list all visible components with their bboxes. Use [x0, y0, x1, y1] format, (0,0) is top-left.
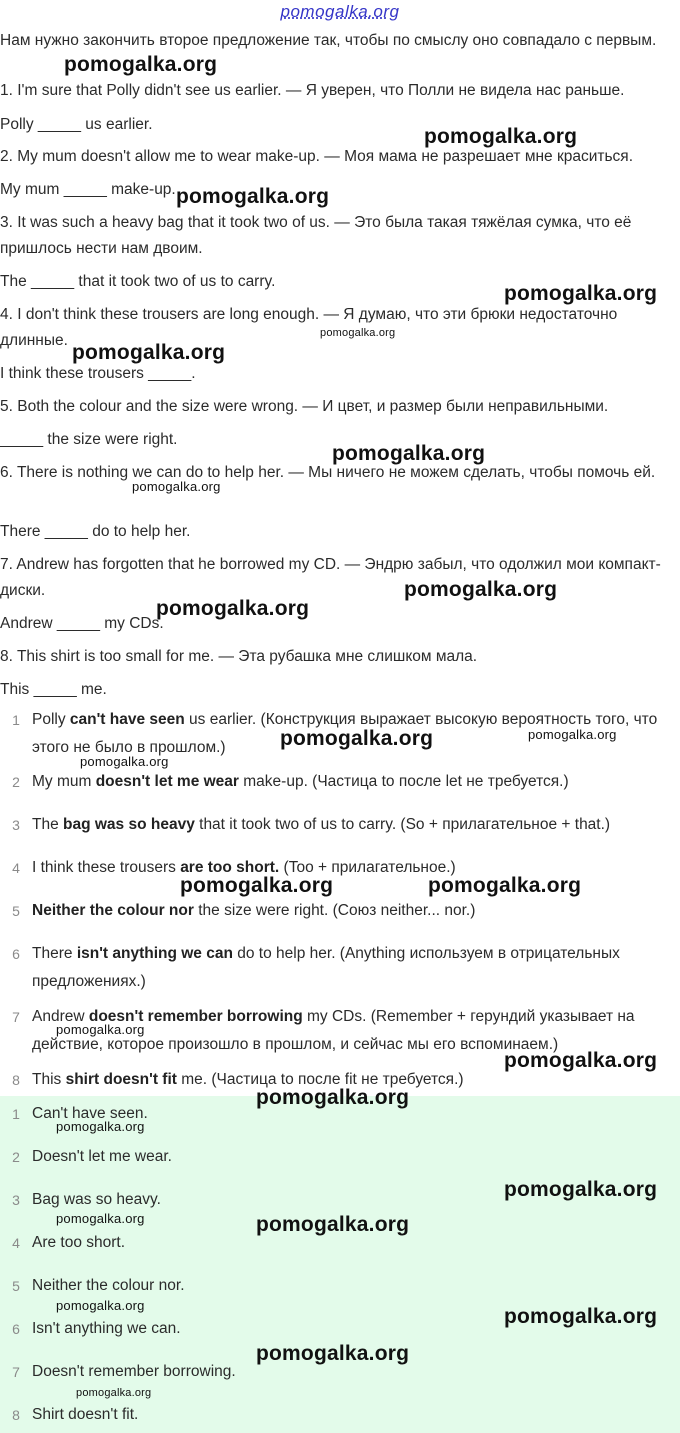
watermark-text: pomogalka.org — [280, 727, 434, 750]
watermark-text: pomogalka.org — [332, 442, 486, 465]
watermark-text: pomogalka.org — [76, 1387, 152, 1399]
answer-text: Can't have seen. — [32, 1105, 148, 1122]
task-intro: Нам нужно закончить второе предложение так, чтобы по смыслу оно совпадало с первым. — [0, 32, 657, 49]
task-sentence-4: 4. I don't think these trousers are long enough. — Я думаю, что эти брюки недостаточно длинные. — [0, 306, 618, 349]
explanation-text: My mum doesn't let me wear make-up. (Частица to после let не требуется.) — [32, 773, 569, 790]
task-prompt-1: Polly _____ us earlier. — [0, 116, 153, 133]
task-prompt-2: My mum _____ make-up. — [0, 181, 176, 198]
watermark-text: pomogalka.org — [428, 874, 582, 897]
watermark-text: pomogalka.org — [504, 1305, 658, 1328]
answer-number: 8 — [12, 1407, 20, 1423]
site-header-link[interactable]: pomogalka.org — [280, 2, 400, 21]
explanation-number: 5 — [12, 903, 20, 919]
watermark-text: pomogalka.org — [132, 479, 221, 494]
watermark-text: pomogalka.org — [56, 1298, 145, 1313]
watermark-text: pomogalka.org — [156, 597, 310, 620]
watermark-text: pomogalka.org — [504, 282, 658, 305]
answer-text: Neither the colour nor. — [32, 1277, 185, 1294]
task-sentence-2: 2. My mum doesn't allow me to wear make-up. — Моя мама не разрешает мне краситься. — [0, 148, 634, 165]
explanation-number: 4 — [12, 860, 20, 876]
explanation-text: Polly can't have seen us earlier. (Конструкция выражает высокую вероятность того, что этого не было в прошлом.) — [32, 711, 658, 756]
watermark-text: pomogalka.org — [404, 578, 558, 601]
task-sentence-5: 5. Both the colour and the size were wrong. — И цвет, и размер были неправильными. — [0, 398, 609, 415]
watermark-text: pomogalka.org — [180, 874, 334, 897]
explanation-number: 3 — [12, 817, 20, 833]
watermark-text: pomogalka.org — [64, 53, 218, 76]
answer-text: Doesn't let me wear. — [32, 1148, 172, 1165]
watermark-text: pomogalka.org — [424, 125, 578, 148]
watermark-text: pomogalka.org — [80, 754, 169, 769]
task-prompt-6: There _____ do to help her. — [0, 523, 191, 540]
explanation-number: 8 — [12, 1072, 20, 1088]
watermark-text: pomogalka.org — [72, 341, 226, 364]
task-sentence-8: 8. This shirt is too small for me. — Эта рубашка мне слишком мала. — [0, 648, 478, 665]
watermark-text: pomogalka.org — [320, 327, 396, 339]
task-sentence-6: 6. There is nothing we can do to help her. — Мы ничего не можем сделать, чтобы помочь ей. — [0, 464, 656, 481]
answer-number: 4 — [12, 1235, 20, 1251]
watermark-text: pomogalka.org — [176, 185, 330, 208]
task-prompt-5: _____ the size were right. — [0, 431, 178, 448]
watermark-text: pomogalka.org — [504, 1178, 658, 1201]
task-sentence-7: 7. Andrew has forgotten that he borrowed my CD. — Эндрю забыл, что одолжил мои компакт-диски. — [0, 556, 661, 599]
explanation-text: There isn't anything we can do to help her. (Anything используем в отрицательных предложениях.) — [32, 945, 620, 990]
answer-text: Are too short. — [32, 1234, 126, 1251]
answer-number: 5 — [12, 1278, 20, 1294]
task-prompt-4: I think these trousers _____. — [0, 365, 196, 382]
explanation-text: Andrew doesn't remember borrowing my CDs. (Remember + герундий указывает на действие, которое произошло в прошлом, и сейчас мы его вспоминаем.) — [32, 1008, 635, 1053]
answer-number: 6 — [12, 1321, 20, 1337]
task-sentence-3: 3. It was such a heavy bag that it took two of us. — Это была такая тяжёлая сумка, что её пришлось нести нам двоим. — [0, 214, 632, 257]
watermark-text: pomogalka.org — [504, 1049, 658, 1072]
answer-number: 3 — [12, 1192, 20, 1208]
watermark-text: pomogalka.org — [56, 1211, 145, 1226]
watermark-text: pomogalka.org — [528, 727, 617, 742]
answer-number: 7 — [12, 1364, 20, 1380]
answer-text: Doesn't remember borrowing. — [32, 1363, 236, 1380]
explanation-text: This shirt doesn't fit me. (Частица to после fit не требуется.) — [32, 1071, 464, 1088]
explanation-number: 7 — [12, 1009, 20, 1025]
watermark-text: pomogalka.org — [256, 1213, 410, 1236]
watermark-text: pomogalka.org — [256, 1086, 410, 1109]
task-sentence-1: 1. I'm sure that Polly didn't see us earlier. — Я уверен, что Полли не видела нас раньше. — [0, 82, 625, 99]
answer-text: Isn't anything we can. — [32, 1320, 181, 1337]
watermark-text: pomogalka.org — [56, 1119, 145, 1134]
watermark-text: pomogalka.org — [56, 1022, 145, 1037]
answer-number: 2 — [12, 1149, 20, 1165]
answer-number: 1 — [12, 1106, 20, 1122]
answer-text: Bag was so heavy. — [32, 1191, 161, 1208]
watermark-text: pomogalka.org — [256, 1342, 410, 1365]
explanation-text: The bag was so heavy that it took two of us to carry. (So + прилагательное + that.) — [32, 816, 611, 833]
explanation-number: 2 — [12, 774, 20, 790]
task-prompt-8: This _____ me. — [0, 681, 107, 698]
explanation-text: Neither the colour nor the size were right. (Союз neither... nor.) — [32, 902, 476, 919]
answer-text: Shirt doesn't fit. — [32, 1406, 139, 1423]
explanation-number: 6 — [12, 946, 20, 962]
task-prompt-7: Andrew _____ my CDs. — [0, 615, 164, 632]
task-prompt-3: The _____ that it took two of us to carry. — [0, 273, 276, 290]
explanation-text: I think these trousers are too short. (Too + прилагательное.) — [32, 859, 456, 876]
explanation-number: 1 — [12, 712, 20, 728]
